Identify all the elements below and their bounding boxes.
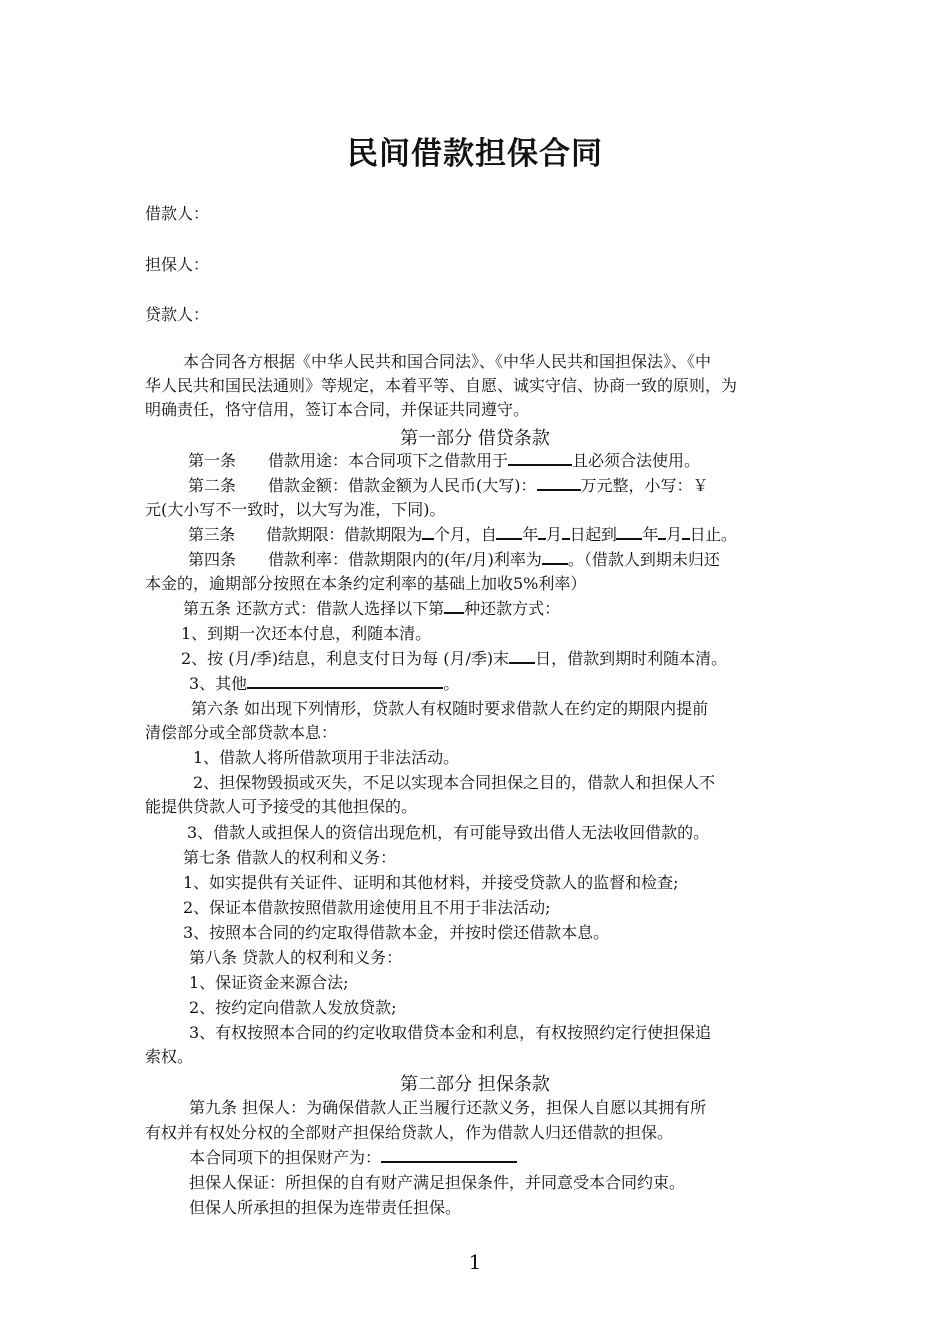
- article-6-option-2-cont: 能提供贷款人可予接受的其他担保的。: [145, 797, 418, 816]
- blank-line: [562, 524, 570, 540]
- article-6: 第六条 如出现下列情形，贷款人有权随时要求借款人在约定的期限内提前: [191, 699, 709, 718]
- option-2-text-end: 日，借款到期时利随本清。: [535, 649, 728, 668]
- page-number: 1: [468, 1250, 482, 1274]
- article-2-text-mid: 万元整，小写：￥: [580, 476, 709, 495]
- article-7: 第七条 借款人的权利和义务：: [183, 848, 397, 867]
- blank-line: [381, 1147, 517, 1163]
- article-3-text: 年: [522, 525, 539, 544]
- article-5-text: 第五条 还款方式：借款人选择以下第: [183, 599, 445, 618]
- option-3-text-end: 。: [443, 674, 460, 693]
- article-6-option-1: 1、借款人将所借款项用于非法活动。: [193, 748, 460, 767]
- intro-line-2: 华人民共和国民法通则》等规定，本着平等、自愿、诚实守信、协商一致的原则，为: [145, 376, 738, 395]
- article-9-cont: 有权并有权处分权的全部财产担保给贷款人，作为借款人归还借款的担保。: [145, 1123, 674, 1142]
- guarantee-property-label: 本合同项下的担保财产为：: [189, 1148, 382, 1167]
- article-7-option-1: 1、如实提供有关证件、证明和其他材料，并接受贷款人的监督和检查;: [183, 873, 679, 892]
- article-4-text-end: 。（借款人到期未归还: [567, 550, 720, 569]
- intro-line-1: 本合同各方根据《中华人民共和国合同法》、《中华人民共和国担保法》、《中: [183, 352, 712, 371]
- borrower-label: 借款人：: [145, 204, 210, 223]
- option-2-text: 2、按 (月/季)结息，利息支付日为每 (月/季)末: [181, 649, 510, 668]
- blank-line: [496, 524, 522, 540]
- blank-line: [247, 673, 443, 689]
- article-8-option-3-cont: 索权。: [145, 1047, 194, 1066]
- blank-line: [542, 549, 568, 565]
- option-3-text: 3、其他: [189, 674, 248, 693]
- article-3-text: 月: [666, 525, 682, 544]
- article-6-option-2: 2、担保物毁损或灭失，不足以实现本合同担保之目的，借款人和担保人不: [193, 773, 716, 792]
- blank-line: [538, 524, 546, 540]
- article-8-option-1: 1、保证资金来源合法;: [189, 973, 349, 992]
- article-7-option-2: 2、保证本借款按照借款用途使用且不用于非法活动;: [183, 898, 551, 917]
- article-4-text: 第四条 借款利率：借款期限内的(年/月)利率为: [188, 550, 542, 569]
- article-1-text: 第一条 借款用途：本合同项下之借款用于: [188, 451, 509, 470]
- article-5-option-2: [181, 647, 727, 671]
- article-5: [183, 597, 560, 621]
- article-8-option-3: 3、有权按照本合同的约定收取借贷本金和利息，有权按照约定行使担保追: [189, 1023, 712, 1042]
- article-5-text-end: 种还款方式：: [464, 599, 561, 618]
- article-5-option-1: 1、到期一次还本付息，利随本清。: [181, 624, 432, 643]
- guarantor-label: 担保人：: [145, 255, 210, 274]
- article-5-option-3: [189, 672, 459, 696]
- blank-line: [658, 524, 666, 540]
- article-3: [188, 523, 736, 547]
- article-2: [188, 474, 709, 498]
- blank-line: [422, 524, 434, 540]
- joint-liability: 但保人所承担的担保为连带责任担保。: [189, 1198, 462, 1217]
- blank-line: [509, 648, 535, 664]
- article-9: 第九条 担保人：为确保借款人正当履行还款义务，担保人自愿以其拥有所: [189, 1098, 707, 1117]
- lender-label: 贷款人：: [145, 305, 210, 324]
- part1-heading: 第一部分 借贷条款: [400, 428, 550, 449]
- article-2-cont: 元(大小写不一致时，以大写为准，下同)。: [145, 500, 446, 519]
- article-3-text: 日起到: [569, 525, 617, 544]
- part2-heading: 第二部分 担保条款: [400, 1074, 550, 1095]
- blank-line: [508, 450, 572, 466]
- document-title: 民间借款担保合同: [347, 136, 603, 172]
- article-3-text: 月: [546, 525, 562, 544]
- article-3-text: 第三条 借款期限：借款期限为: [188, 525, 423, 544]
- guarantor-assurance: 担保人保证：所担保的自有财产满足担保条件，并同意受本合同约束。: [189, 1173, 686, 1192]
- blank-line: [537, 475, 581, 491]
- article-8: 第八条 贷款人的权利和义务：: [189, 948, 403, 967]
- article-8-option-2: 2、按约定向借款人发放贷款;: [189, 998, 397, 1017]
- article-1: [188, 449, 700, 473]
- article-6-option-3: 3、借款人或担保人的资信出现危机，有可能导致出借人无法收回借款的。: [187, 823, 710, 842]
- intro-line-3: 明确责任，恪守信用，签订本合同，并保证共同遵守。: [145, 400, 530, 419]
- blank-line: [616, 524, 642, 540]
- guarantee-property: [189, 1146, 517, 1170]
- blank-line: [444, 598, 464, 614]
- blank-line: [682, 524, 690, 540]
- article-7-option-3: 3、按照本合同的约定取得借款本金，并按时偿还借款本息。: [183, 923, 610, 942]
- article-2-text: 第二条 借款金额：借款金额为人民币(大写)：: [188, 476, 537, 495]
- article-4: [188, 548, 720, 572]
- article-1-text-end: 且必须合法使用。: [572, 451, 701, 470]
- article-3-text: 年: [642, 525, 659, 544]
- article-3-text: 个月，自: [434, 525, 497, 544]
- article-4-cont: 本金的，逾期部分按照在本条约定利率的基础上加收5%利率）: [145, 574, 587, 593]
- article-3-text: 日止。: [689, 525, 737, 544]
- article-6-cont: 清偿部分或全部贷款本息：: [145, 723, 338, 742]
